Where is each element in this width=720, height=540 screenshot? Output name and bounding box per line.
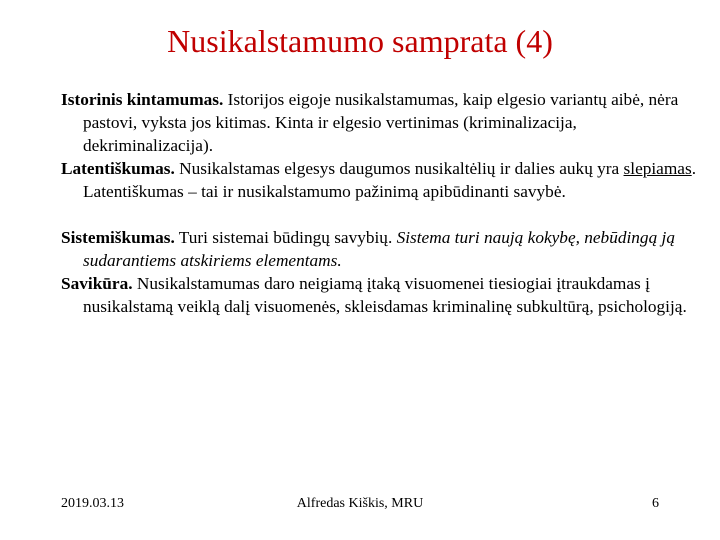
slide-body <box>61 88 701 318</box>
term-label: Istorinis kintamumas. <box>61 90 224 109</box>
slide-title <box>0 22 720 60</box>
italic-text: Sistema turi naują kokybę, nebūdingą ją sudarantiems atskiriems elementams. <box>83 228 675 270</box>
underlined-word: slepiamas <box>623 159 692 178</box>
paragraph-text: Turi sistemai būdingų savybių. <box>174 228 397 247</box>
footer-author: Alfredas Kiškis, MRU <box>296 496 424 511</box>
paragraph-text: Nusikalstamas elgesys daugumos nusikaltėlių ir dalies aukų yra <box>174 159 624 178</box>
slide-title-text: Nusikalstamumo samprata <box>167 23 508 59</box>
paragraph-text: Nusikalstamumas daro neigiamą įtaką visuomenei tiesiogiai įtraukdamas į nusikalstamą veiklą dalį visuomenės, skleisdamas kriminalinę subkultūrą, psichologiją. <box>83 274 687 316</box>
paragraph-latency <box>61 157 701 203</box>
paragraph-text: Istorijos eigoje nusikalstamumas, kaip elgesio variantų aibė, nėra pastovi, vyksta jos kitimas. Kinta ir elgesio vertinimas (kriminalizacija, dekriminalizacija). <box>83 90 679 155</box>
paragraph-systemicity <box>61 226 701 272</box>
paragraph-spacer <box>61 203 701 226</box>
slide-title-suffix: (4) <box>515 23 553 59</box>
term-label: Sistemiškumas. <box>61 228 175 247</box>
footer-date: 2019.03.13 <box>61 496 124 511</box>
paragraph-text: . Latentiškumas – tai ir nusikalstamumo pažinimą apibūdinanti savybė. <box>83 159 697 201</box>
paragraph-self-creation <box>61 272 701 318</box>
footer-page-number: 6 <box>652 496 659 511</box>
term-label: Savikūra. <box>61 274 133 293</box>
term-label: Latentiškumas. <box>61 159 175 178</box>
paragraph-historical-variability <box>61 88 701 157</box>
